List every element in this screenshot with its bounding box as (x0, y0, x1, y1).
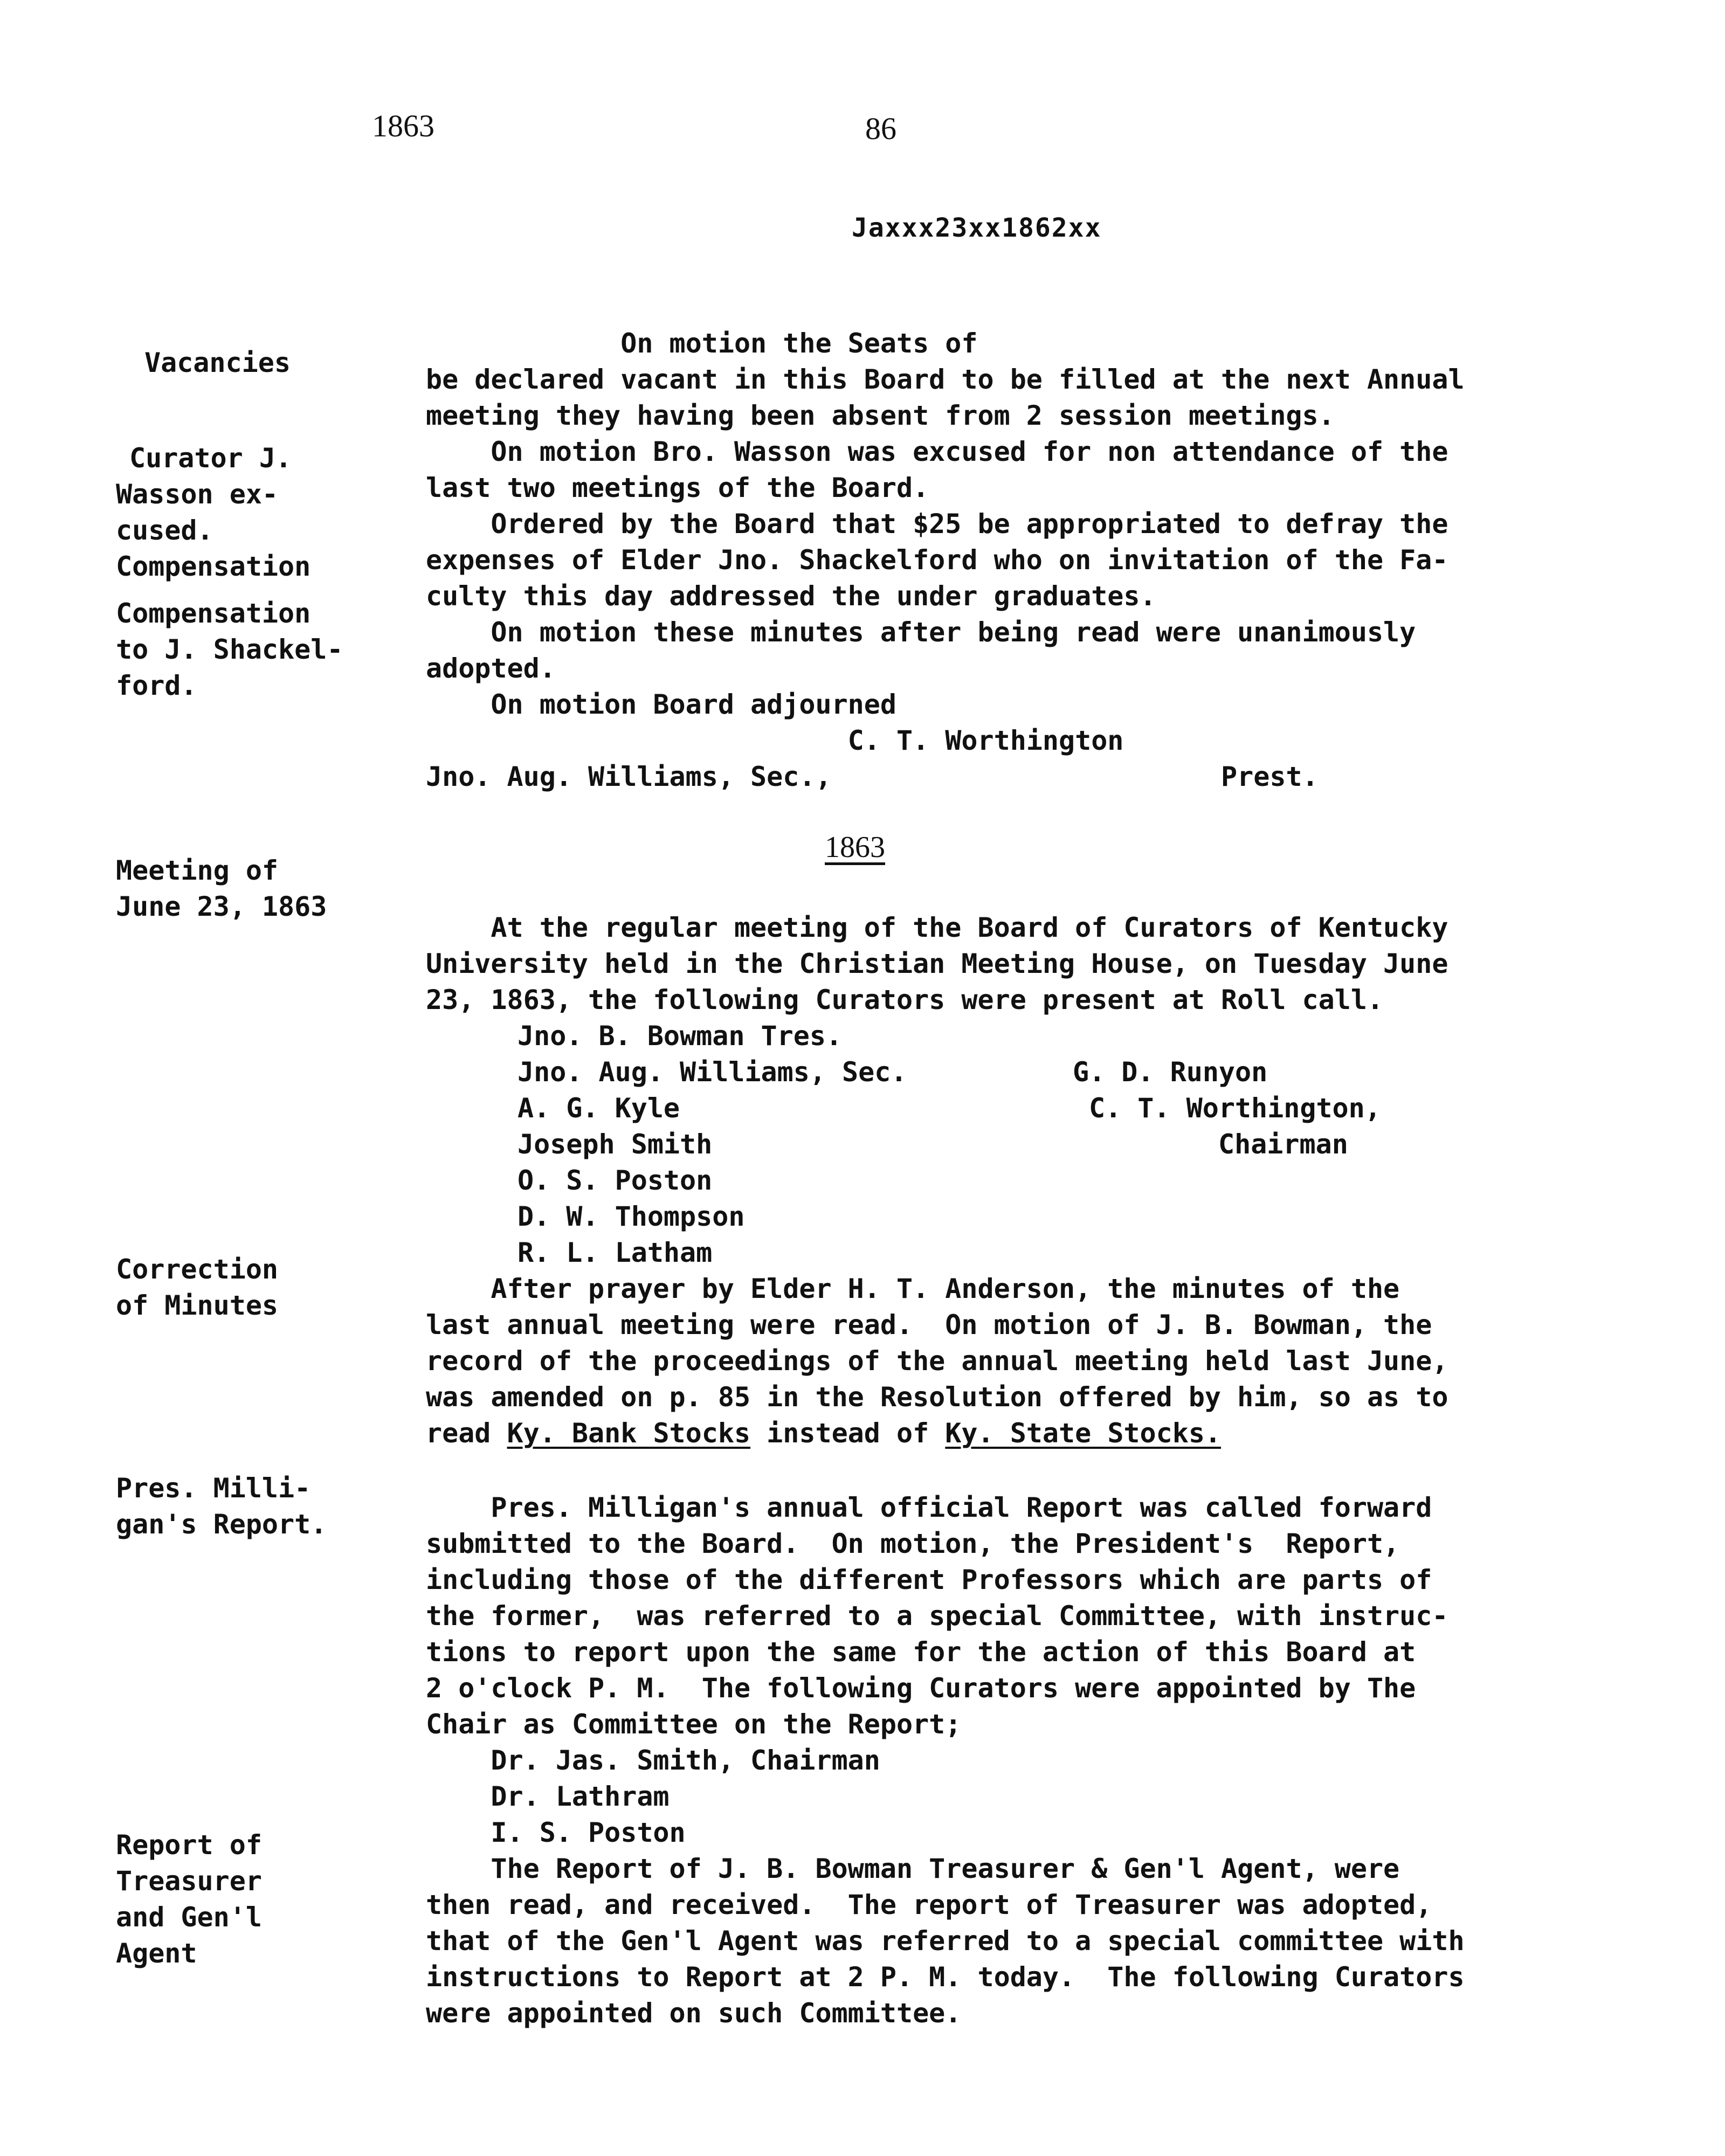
margin-note-comp2-2: to J. Shackel- (116, 634, 343, 665)
body-line: last annual meeting were read. On motion of J. B. Bowman, the (426, 1309, 1432, 1340)
margin-note-comp2-3: ford. (116, 670, 197, 701)
body-line: 2 o'clock P. M. The following Curators were appointed by The (426, 1673, 1416, 1704)
roll-call-name: O. S. Poston (518, 1165, 713, 1196)
roll-call-name: A. G. Kyle (518, 1093, 680, 1124)
margin-note-correction-1: Correction (116, 1254, 279, 1285)
roll-call-name: Jno. B. Bowman Tres. (518, 1020, 843, 1052)
margin-note-report-1: Report of (116, 1829, 262, 1861)
struck-out-date: Jaxxx23xx1862xx (852, 213, 1102, 243)
margin-note-report-3: and Gen'l (116, 1902, 262, 1933)
body-line: tions to report upon the same for the action of this Board at (426, 1636, 1416, 1668)
year-heading: 1863 (825, 831, 885, 864)
margin-note-report-2: Treasurer (116, 1865, 262, 1897)
margin-note-curator-1: Curator J. (129, 443, 292, 474)
signature-line: C. T. Worthington (426, 725, 1124, 756)
margin-note-vacancies: Vacancies (144, 347, 291, 378)
body-line: 23, 1863, the following Curators were present at Roll call. (426, 984, 1384, 1015)
margin-note-curator-3: cused. (116, 515, 213, 546)
body-line: then read, and received. The report of Treasurer was adopted, (426, 1889, 1432, 1920)
committee-member: I. S. Poston (426, 1817, 686, 1848)
body-line: On motion the Seats of (426, 328, 978, 359)
body-line: be declared vacant in this Board to be filled at the next Annual (426, 364, 1465, 395)
body-line: On motion these minutes after being read were unanimously (426, 617, 1416, 648)
body-line: Pres. Milligan's annual official Report was called forward (426, 1492, 1432, 1523)
body-line: At the regular meeting of the Board of Curators of Kentucky (426, 912, 1448, 943)
underlined-term: Ky. State Stocks. (945, 1418, 1222, 1449)
margin-note-compensation: Compensation (116, 551, 311, 582)
body-line: adopted. (426, 653, 556, 684)
margin-note-meeting-1: Meeting of (116, 855, 279, 886)
text-fragment: instead of (750, 1418, 946, 1449)
margin-note-meeting-2: June 23, 1863 (116, 891, 327, 922)
body-line: Ordered by the Board that $25 be appropriated to defray the (426, 508, 1448, 540)
page-number: 86 (865, 111, 896, 146)
roll-call-name: G. D. Runyon (1073, 1056, 1268, 1088)
committee-member: Dr. Jas. Smith, Chairman (426, 1745, 880, 1776)
body-line: On motion Board adjourned (426, 689, 896, 720)
margin-note-pres-2: gan's Report. (116, 1509, 327, 1540)
committee-member: Dr. Lathram (426, 1781, 670, 1812)
body-line: were appointed on such Committee. (426, 1998, 962, 2029)
body-line: University held in the Christian Meeting House, on Tuesday June (426, 948, 1448, 979)
body-line: Chair as Committee on the Report; (426, 1709, 962, 1740)
margin-note-comp2-1: Compensation (116, 598, 311, 629)
body-line: record of the proceedings of the annual meeting held last June, (426, 1345, 1448, 1377)
body-line: On motion Bro. Wasson was excused for non attendance of the (426, 436, 1448, 467)
header-year: 1863 (372, 108, 434, 143)
roll-call-title: Chairman (1218, 1129, 1348, 1160)
roll-call-name: Jno. Aug. Williams, Sec. (518, 1056, 907, 1088)
body-line: culty this day addressed the under graduates. (426, 581, 1156, 612)
body-line: was amended on p. 85 in the Resolution offered by him, so as to (426, 1381, 1448, 1413)
underlined-term: Ky. Bank Stocks (507, 1418, 751, 1449)
body-line-amendment (426, 1420, 1221, 1447)
body-line: instructions to Report at 2 P. M. today. The following Curators (426, 1961, 1465, 1993)
body-line: including those of the different Professors which are parts of (426, 1564, 1432, 1595)
body-line: meeting they having been absent from 2 session meetings. (426, 400, 1335, 431)
margin-note-pres-1: Pres. Milli- (116, 1473, 311, 1504)
roll-call-name: R. L. Latham (518, 1237, 713, 1268)
body-line: After prayer by Elder H. T. Anderson, the minutes of the (426, 1273, 1400, 1304)
body-line: the former, was referred to a special Committee, with instruc- (426, 1600, 1448, 1632)
text-fragment: read (426, 1418, 507, 1449)
margin-note-correction-2: of Minutes (116, 1290, 279, 1321)
margin-note-curator-2: Wasson ex- (116, 479, 279, 510)
body-line: submitted to the Board. On motion, the President's Report, (426, 1528, 1400, 1559)
roll-call-name: D. W. Thompson (518, 1201, 745, 1232)
roll-call-name: Joseph Smith (518, 1129, 713, 1160)
signature-line: Jno. Aug. Williams, Sec., Prest. (426, 761, 1319, 792)
body-line: last two meetings of the Board. (426, 472, 929, 503)
body-line: expenses of Elder Jno. Shackelford who on invitation of the Fa- (426, 544, 1448, 576)
body-line: that of the Gen'l Agent was referred to a special committee with (426, 1925, 1465, 1957)
margin-note-report-4: Agent (116, 1938, 197, 1969)
roll-call-name: C. T. Worthington, (1089, 1093, 1381, 1124)
body-line: The Report of J. B. Bowman Treasurer & Gen'l Agent, were (426, 1853, 1400, 1884)
